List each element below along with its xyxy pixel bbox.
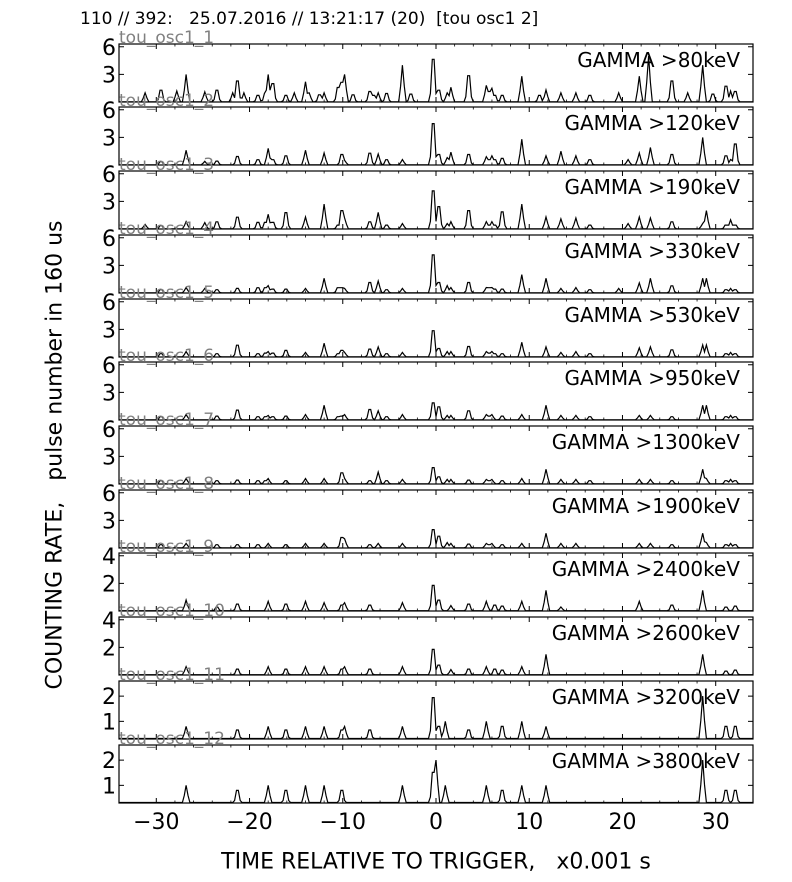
panel-label-3: GAMMA >190keV xyxy=(564,175,740,199)
panel-label-12: GAMMA >3800keV xyxy=(551,749,740,773)
y-tick-label: 3 xyxy=(102,381,116,407)
y-tick-label: 3 xyxy=(102,190,116,216)
y-tick-label: 1 xyxy=(102,774,116,800)
y-tick-label: 3 xyxy=(102,318,116,344)
chart-header: 110 // 392: 25.07.2016 // 13:21:17 (20) [tou osc1 2] xyxy=(80,9,539,29)
panel-tag-2: tou_osc1_2 xyxy=(119,91,215,111)
y-tick-label: 2 xyxy=(102,685,116,711)
x-tick-label: 0 xyxy=(429,810,443,835)
panel-label-8: GAMMA >1900keV xyxy=(551,494,740,518)
y-tick-label: 2 xyxy=(102,749,116,775)
y-tick-label: 3 xyxy=(102,445,116,471)
panel-label-9: GAMMA >2400keV xyxy=(551,557,740,581)
y-tick-label: 3 xyxy=(102,126,116,152)
panel-tag-7: tou_osc1_7 xyxy=(119,410,215,430)
y-tick-label: 6 xyxy=(102,162,116,188)
y-tick-label: 1 xyxy=(102,710,116,736)
y-tick-label: 2 xyxy=(102,636,116,662)
x-tick-label: −10 xyxy=(319,810,366,835)
panel-tag-8: tou_osc1_8 xyxy=(119,474,215,494)
y-tick-label: 6 xyxy=(102,98,116,124)
panel-label-6: GAMMA >950keV xyxy=(564,366,740,390)
y-tick-label: 3 xyxy=(102,509,116,535)
y-tick-label: 4 xyxy=(102,544,116,570)
y-tick-label: 6 xyxy=(102,226,116,252)
x-tick-label: −20 xyxy=(226,810,273,835)
panel-tag-5: tou_osc1_5 xyxy=(119,283,215,303)
y-tick-label: 6 xyxy=(102,417,116,443)
x-axis-label: TIME RELATIVE TO TRIGGER, x0.001 s xyxy=(221,849,651,875)
panel-label-5: GAMMA >530keV xyxy=(564,303,740,327)
y-tick-label: 6 xyxy=(102,353,116,379)
y-tick-label: 3 xyxy=(102,254,116,280)
panel-label-7: GAMMA >1300keV xyxy=(551,430,740,454)
panel-tag-10: tou_osc1_10 xyxy=(119,601,225,621)
y-axis-label: COUNTING RATE, pulse number in 160 us xyxy=(42,220,68,690)
panel-label-2: GAMMA >120keV xyxy=(564,111,740,135)
panel-label-4: GAMMA >330keV xyxy=(564,239,740,263)
y-tick-label: 4 xyxy=(102,608,116,634)
x-tick-label: 10 xyxy=(515,810,544,835)
x-tick-label: 20 xyxy=(608,810,637,835)
y-tick-label: 2 xyxy=(102,572,116,598)
y-tick-label: 3 xyxy=(102,63,116,89)
x-tick-label: 30 xyxy=(701,810,730,835)
panel-label-10: GAMMA >2600keV xyxy=(551,621,740,645)
y-tick-label: 6 xyxy=(102,481,116,507)
panel-tag-11: tou_osc1_11 xyxy=(119,665,225,685)
panel-tag-9: tou_osc1_9 xyxy=(119,537,215,557)
y-tick-label: 6 xyxy=(102,290,116,316)
panel-label-11: GAMMA >3200keV xyxy=(551,685,740,709)
panel-tag-1: tou_osc1_1 xyxy=(119,28,215,48)
panel-tag-6: tou_osc1_6 xyxy=(119,346,215,366)
x-tick-label: −30 xyxy=(133,810,180,835)
panel-label-1: GAMMA >80keV xyxy=(577,48,740,72)
panel-tag-12: tou_osc1_12 xyxy=(119,729,225,749)
y-tick-label: 6 xyxy=(102,35,116,61)
panel-tag-3: tou_osc1_3 xyxy=(119,155,215,175)
panel-tag-4: tou_osc1_4 xyxy=(119,219,215,239)
